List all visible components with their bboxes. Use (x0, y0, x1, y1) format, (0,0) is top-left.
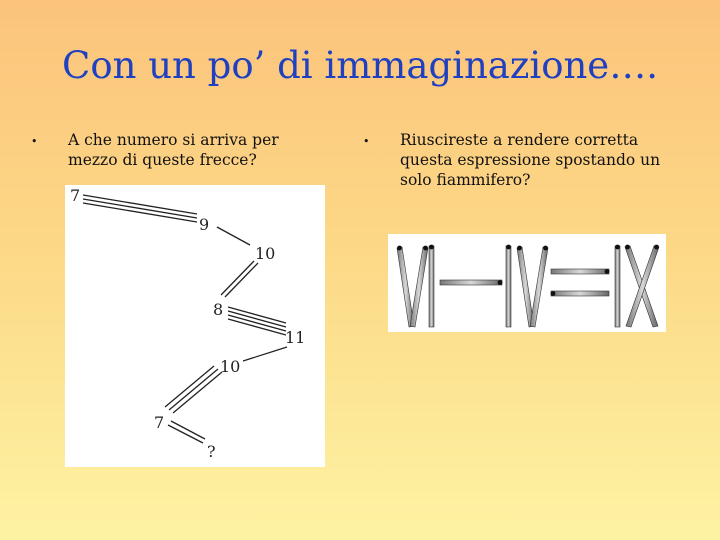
puzzle-number: 11 (285, 328, 306, 347)
matchstick (551, 269, 609, 274)
matchstick (517, 247, 534, 327)
right-bullet-item (360, 130, 690, 190)
left-column (28, 130, 328, 170)
puzzle-number: 10 (255, 244, 276, 263)
matchstick (506, 246, 511, 327)
arrow-puzzle-figure (65, 185, 325, 467)
puzzle-number: 7 (70, 186, 81, 205)
matchstick (429, 246, 434, 327)
arrow-puzzle-image (65, 185, 325, 467)
puzzle-number: 8 (213, 300, 224, 319)
matchstick (530, 247, 548, 327)
left-bullet-text: A che numero si arriva per mezzo di queste frecce? (68, 131, 279, 169)
left-bullet-item (28, 130, 328, 170)
matchstick (397, 247, 414, 327)
matchstick-puzzle-image (388, 234, 666, 332)
matchstick-equation-figure (388, 234, 666, 332)
puzzle-number: ? (207, 442, 216, 461)
right-column (360, 130, 690, 190)
slide-title: Con un po’ di immaginazione…. (62, 44, 658, 87)
puzzle-number: 10 (220, 357, 241, 376)
bullet-icon: • (363, 135, 370, 148)
right-bullet-text: Riuscireste a rendere corretta questa espressione spostando un solo fiammifero? (400, 131, 661, 189)
bullet-icon: • (31, 135, 38, 148)
matchstick (410, 247, 428, 327)
matchstick (440, 280, 502, 285)
puzzle-number: 9 (199, 215, 210, 234)
matchstick (615, 246, 620, 327)
puzzle-number: 7 (154, 413, 165, 432)
matchstick (551, 291, 609, 296)
